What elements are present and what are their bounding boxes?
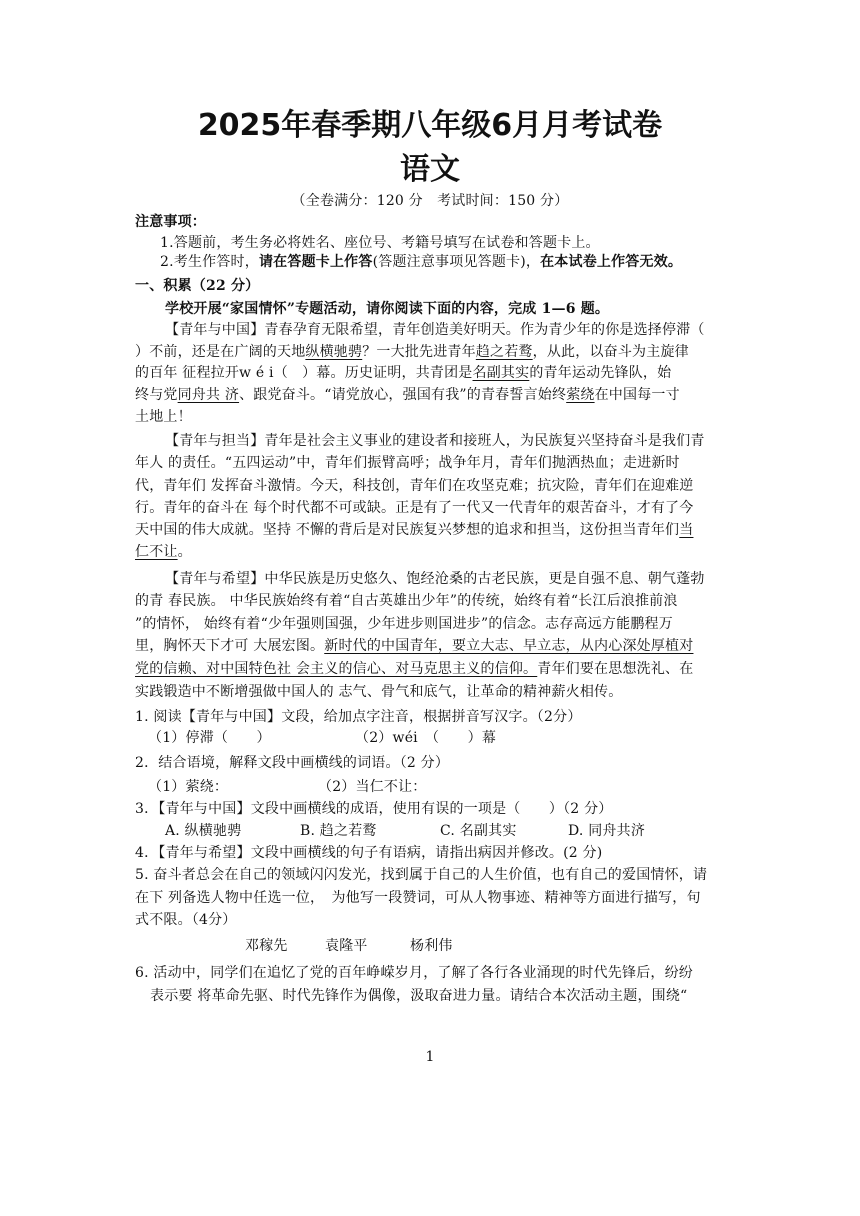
text-span: 在中国每一寸	[594, 387, 680, 403]
question-5-name-1: 邓稼先	[245, 938, 288, 954]
question-5-name-3: 杨利伟	[410, 938, 453, 954]
passage-1-line-5: 土地上！	[135, 409, 192, 425]
question-5-name-2: 袁隆平	[325, 938, 368, 954]
question-1-part-2: （2）wéi （ ）幕	[355, 730, 497, 746]
notice-heading: 注意事项：	[135, 214, 206, 230]
passage-1-line-4	[135, 384, 680, 404]
underlined-phrase: 仁不让	[135, 544, 178, 560]
question-1-part-1: （1）停滞（ ）	[148, 730, 271, 746]
passage-3-line-1: 【青年与希望】中华民族是历史悠久、饱经沧桑的古老民族，更是自强不息、朝气蓬勃	[165, 571, 705, 587]
question-2-part-2: （2）当仁不让：	[318, 779, 427, 795]
text-span: 里，胸怀天下才可 大展宏图。	[135, 638, 325, 654]
exam-title: 2025年春季期八年级6月月考试卷	[197, 108, 663, 143]
passage-3-line-2: 的青 春民族。 中华民族始终有着“自古英雄出少年”的传统，始终有着“长江后浪推前浪	[135, 593, 678, 609]
passage-2-line-3: 代，青年们 发挥奋斗激情。今天，科技创，青年们在攻坚克难；抗灾险，青年们在迎难逆	[135, 478, 694, 494]
page-number: 1	[425, 1049, 435, 1065]
underlined-phrase: 萦绕	[566, 387, 595, 403]
question-2-part-1: （1）萦绕：	[148, 779, 229, 795]
question-6-line-2: 表示要 将革命先驱、时代先锋作为偶像，汲取奋进力量。请结合本次活动主题，围绕“	[150, 988, 688, 1004]
passage-3-line-6: 实践锻造中不断增强做中国人的 志气、骨气和底气，让革命的精神薪火相传。	[135, 684, 623, 700]
subject-title: 语文	[400, 152, 460, 187]
question-3-option-d: D. 同舟共济	[568, 823, 646, 839]
text-span: 青年们要在思想洗礼、在	[537, 661, 694, 677]
text-span: 天中国的伟大成就。坚持 不懈的背后是对民族复兴梦想的追求和担当，这份担当青年们	[135, 522, 680, 538]
text-span: ，从此，以奋斗为主旋律	[532, 344, 689, 360]
question-1: 1. 阅读【青年与中国】文段，给加点字注音，根据拼音写汉字。（2分）	[135, 709, 582, 725]
question-5-line-1: 5. 奋斗者总会在自己的领域闪闪发光，找到属于自己的人生价值，也有自己的爱国情怀，请	[135, 867, 708, 883]
question-3-option-b: B. 趋之若鹜	[300, 823, 377, 839]
text-span: 的青年运动先锋队，始	[529, 365, 672, 381]
passage-2-line-2: 年人 的责任。“五四运动”中，青年们振臂高呼；战争年月，青年们抛洒热血；走进新时	[135, 455, 680, 471]
notice-item-2-d: 在本试卷上作答无效。	[540, 254, 683, 270]
question-2: 2．结合语境，解释文段中画横线的词语。（2 分）	[135, 755, 450, 771]
text-span: ？一大批先进青年	[362, 344, 476, 360]
question-3: 3．【青年与中国】文段中画横线的成语，使用有误的一项是（ ）（2 分）	[135, 801, 613, 817]
passage-1-line-2	[135, 341, 689, 361]
notice-item-1: 1.答题前，考生务必将姓名、座位号、考籍号填写在试卷和答题卡上。	[160, 235, 600, 251]
passage-3-line-5	[135, 658, 693, 678]
passage-2-line-1: 【青年与担当】青年是社会主义事业的建设者和接班人，为民族复兴坚持奋斗是我们青	[165, 433, 705, 449]
text-span: 、跟党奋斗。“请党放心，强国有我”的青春誓言始终	[239, 387, 567, 403]
passage-1-line-1: 【青年与中国】青春孕育无限希望，青年创造美好明天。作为青少年的你是选择停滞（	[165, 322, 705, 338]
underlined-phrase: 纵横驰骋	[305, 344, 363, 360]
section-heading: 一、积累（22 分）	[135, 278, 260, 294]
passage-3-line-4	[135, 635, 693, 655]
passage-3-line-3: ”的情怀， 始终有着“少年强则国强，少年进步则国进步”的信念。志存高远方能鹏程万	[135, 616, 673, 632]
passage-2-line-6	[135, 541, 192, 561]
text-span: 。	[177, 544, 192, 560]
notice-item-2-a: 2.考生作答时，	[160, 254, 259, 270]
text-span: 的百年 征程拉开w é i（ ）幕。历史证明，共青团是	[135, 365, 473, 381]
section-intro: 学校开展“家国情怀”专题活动，请你阅读下面的内容，完成 1—6 题。	[165, 301, 610, 317]
underlined-sentence: 新时代的中国青年，要立大志、早立志，从内心深处厚植对	[324, 638, 694, 654]
question-5-line-3: 式不限。（4分）	[135, 912, 237, 928]
underlined-phrase: 名副其实	[472, 365, 530, 381]
notice-item-2	[160, 251, 682, 271]
underlined-sentence: 党的信赖、对中国特色社 会主义的信心、对马克思主义的信仰。	[135, 661, 538, 677]
question-3-option-a: A. 纵横驰骋	[165, 823, 242, 839]
underlined-phrase: 当	[679, 522, 694, 538]
text-span: ）不前，还是在广阔的天地	[135, 344, 306, 360]
passage-2-line-4: 行。青年的奋斗在 每个时代都不可或缺。正是有了一代又一代青年的艰苦奋斗，才有了今	[135, 500, 694, 516]
question-3-option-c: C. 名副其实	[440, 823, 517, 839]
passage-1-line-3	[135, 362, 671, 382]
question-4: 4．【青年与希望】文段中画横线的句子有语病，请指出病因并修改。(2 分)	[135, 845, 603, 861]
question-5-line-2: 在下 列备选人物中任选一位， 为他写一段赞词，可从人物事迹、精神等方面进行描写，句	[135, 890, 701, 906]
exam-info: （全卷满分：120 分 考试时间：150 分）	[291, 193, 569, 209]
underlined-phrase: 同舟共 济	[177, 387, 240, 403]
passage-2-line-5	[135, 519, 693, 539]
question-6-line-1: 6. 活动中，同学们在追忆了党的百年峥嵘岁月，了解了各行各业涌现的时代先锋后，纷纷	[135, 965, 694, 981]
underlined-phrase: 趋之若鹜	[475, 344, 533, 360]
notice-item-2-b: 请在答题卡上作答	[258, 254, 373, 270]
notice-item-2-c: (答题注意事项见答题卡)，	[372, 254, 541, 270]
text-span: 终与党	[135, 387, 178, 403]
